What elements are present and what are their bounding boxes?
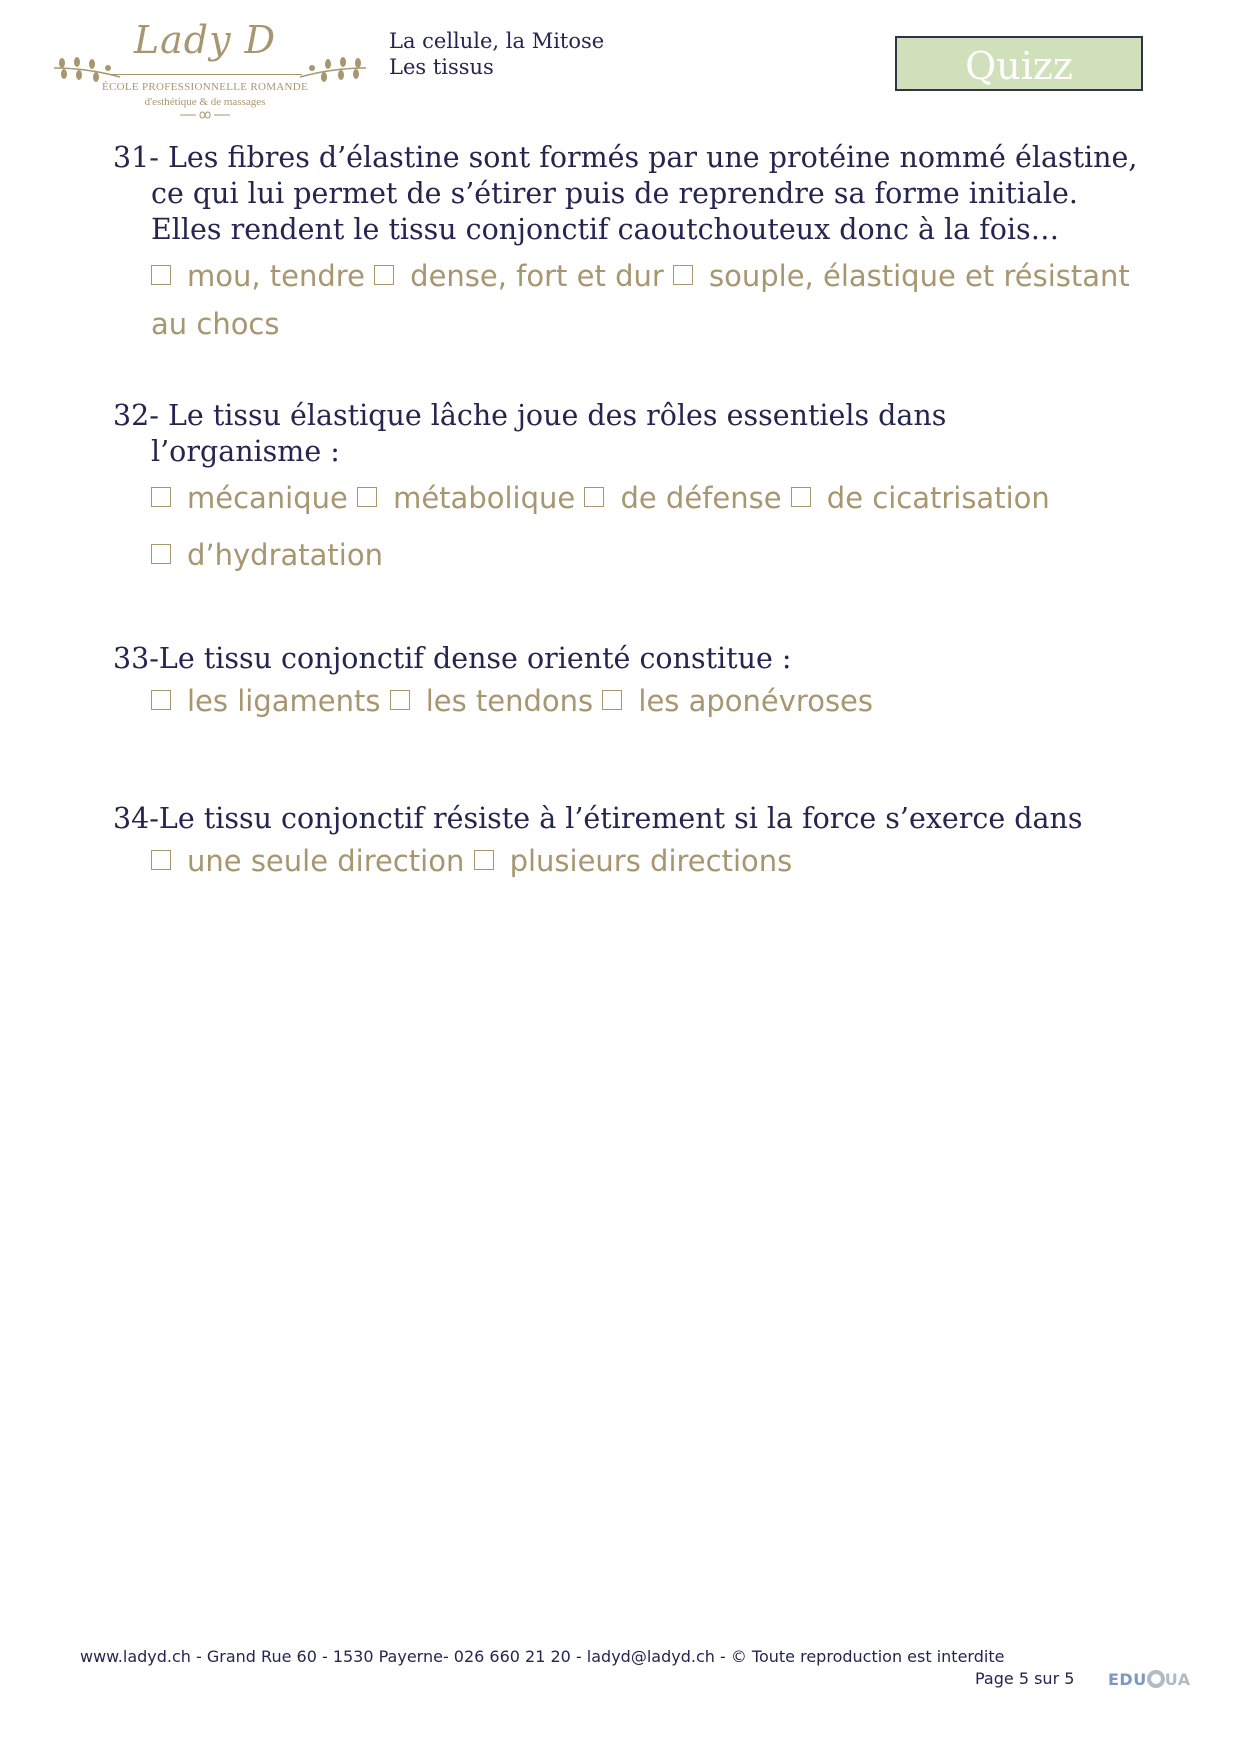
option-label: les aponévroses — [638, 684, 874, 718]
answer-options — [113, 470, 1173, 584]
question-number: 31- — [113, 141, 159, 174]
quizz-badge: Quizz — [895, 36, 1143, 91]
logo-subtitle: ÉCOLE PROFESSIONNELLE ROMANDE — [101, 81, 309, 93]
answer-option[interactable] — [374, 259, 664, 293]
option-label: les ligaments — [187, 684, 381, 718]
logo-divider — [108, 74, 302, 75]
infinity-ornament-icon — [180, 110, 230, 120]
page-number: Page 5 sur 5 — [975, 1669, 1075, 1688]
option-label: dense, fort et dur — [410, 259, 664, 293]
option-label: les tendons — [425, 684, 594, 718]
question-line: Elles rendent le tissu conjonctif caoutchouteux donc à la fois… — [151, 213, 1060, 246]
checkbox-icon[interactable] — [602, 690, 622, 710]
checkbox-icon[interactable] — [390, 690, 410, 710]
question-number: 32- — [113, 399, 159, 432]
option-label: métabolique — [393, 481, 576, 515]
question-text — [113, 398, 1173, 470]
question-number: 33- — [113, 642, 159, 675]
option-label: mécanique — [187, 481, 348, 515]
answer-option[interactable] — [151, 259, 365, 293]
left-ornament-icon — [52, 46, 122, 86]
checkbox-icon[interactable] — [151, 487, 171, 507]
question-text — [113, 641, 1173, 677]
eduqua-logo — [1108, 1670, 1191, 1690]
eduqua-ua-text: UA — [1164, 1670, 1191, 1689]
option-label: de défense — [620, 481, 782, 515]
option-label: une seule direction — [187, 844, 465, 878]
question-line: l’organisme : — [151, 435, 340, 468]
option-label-continued: au chocs — [151, 307, 280, 341]
option-label: souple, élastique et résistant — [709, 259, 1130, 293]
checkbox-icon[interactable] — [673, 265, 693, 285]
question-text — [113, 140, 1173, 248]
question-number: 34- — [113, 802, 159, 835]
option-label: d’hydratation — [187, 538, 383, 572]
question-line: ce qui lui permet de s’étirer puis de reprendre sa forme initiale. — [151, 177, 1078, 210]
checkbox-icon[interactable] — [151, 544, 171, 564]
checkbox-icon[interactable] — [151, 690, 171, 710]
question-text — [113, 801, 1173, 837]
option-label: mou, tendre — [187, 259, 365, 293]
answer-option[interactable] — [791, 481, 1050, 515]
answer-option[interactable] — [390, 684, 593, 718]
checkbox-icon[interactable] — [151, 265, 171, 285]
checkbox-icon[interactable] — [584, 487, 604, 507]
answer-options — [113, 677, 1173, 725]
checkbox-icon[interactable] — [151, 850, 171, 870]
logo-name: Lady D — [133, 18, 277, 62]
answer-option[interactable] — [151, 684, 380, 718]
answer-option[interactable] — [151, 481, 348, 515]
question-32 — [113, 398, 1173, 584]
answer-option[interactable] — [673, 259, 1130, 293]
answer-options — [113, 252, 1173, 348]
document-title — [389, 28, 604, 80]
question-34 — [113, 801, 1173, 885]
right-ornament-icon — [298, 46, 368, 86]
answer-option[interactable] — [151, 538, 383, 572]
eduqua-ring-icon — [1147, 1670, 1165, 1688]
question-line: Le tissu élastique lâche joue des rôles essentiels dans — [167, 399, 947, 432]
option-label: plusieurs directions — [509, 844, 793, 878]
checkbox-icon[interactable] — [374, 265, 394, 285]
footer-contact: www.ladyd.ch - Grand Rue 60 - 1530 Payerne- 026 660 21 20 - ladyd@ladyd.ch - © Toute reproduction est interdite — [80, 1647, 1005, 1666]
answer-option[interactable] — [584, 481, 781, 515]
question-line: Les fibres d’élastine sont formés par une protéine nommé élastine, — [167, 141, 1138, 174]
option-label: de cicatrisation — [826, 481, 1050, 515]
checkbox-icon[interactable] — [474, 850, 494, 870]
answer-option[interactable] — [602, 684, 873, 718]
answer-options — [113, 837, 1173, 885]
logo-tagline: d'esthétique & de massages — [144, 96, 266, 108]
school-logo — [50, 18, 360, 110]
title-line-1: La cellule, la Mitose — [389, 29, 605, 53]
title-line-2: Les tissus — [389, 55, 494, 79]
checkbox-icon[interactable] — [357, 487, 377, 507]
eduqua-edu-text: EDU — [1108, 1670, 1147, 1689]
answer-option[interactable] — [151, 844, 464, 878]
question-31 — [113, 140, 1173, 348]
answer-option[interactable] — [357, 481, 575, 515]
answer-option[interactable] — [474, 844, 793, 878]
question-line: Le tissu conjonctif résiste à l’étirement si la force s’exerce dans — [158, 802, 1083, 835]
checkbox-icon[interactable] — [791, 487, 811, 507]
question-33 — [113, 641, 1173, 725]
question-line: Le tissu conjonctif dense orienté constitue : — [158, 642, 792, 675]
